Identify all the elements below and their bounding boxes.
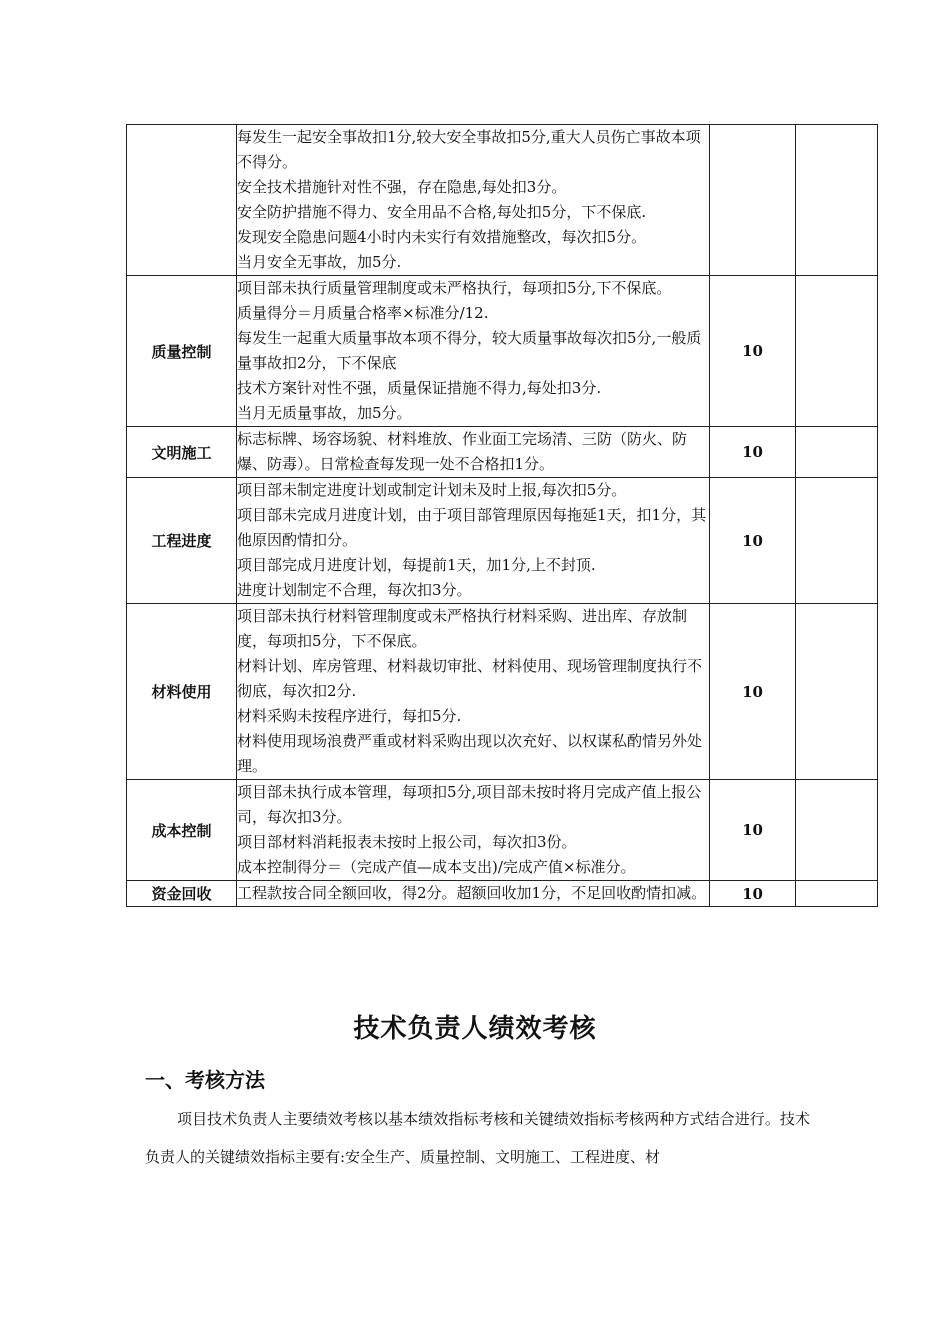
score-cell: 10 [710, 276, 796, 427]
criteria-item: 安全技术措施针对性不强，存在隐患,每处扣3分。 [237, 178, 567, 196]
criteria-item: 质量得分＝月质量合格率×标准分/12. [237, 304, 489, 322]
criteria-item: 项目部未完成月进度计划，由于项目部管理原因每拖延1天，扣1分，其他原因酌情扣分。 [237, 506, 707, 549]
score-cell: 10 [710, 881, 796, 907]
criteria-cell [237, 276, 710, 427]
table-row [127, 427, 878, 478]
score-cell: 10 [710, 604, 796, 780]
criteria-item: 安全防护措施不得力、安全用品不合格,每处扣5分，下不保底. [237, 203, 647, 221]
section-heading: 一、考核方法 [145, 1068, 265, 1092]
blank-score-cell [796, 276, 878, 427]
criteria-item: 技术方案针对性不强，质量保证措施不得力,每处扣3分. [237, 379, 602, 397]
category-cell: 成本控制 [127, 780, 237, 881]
criteria-item: 项目部材料消耗报表未按时上报公司，每次扣3份。 [237, 833, 577, 851]
blank-score-cell [796, 125, 878, 276]
table-row [127, 604, 878, 780]
blank-score-cell [796, 881, 878, 907]
criteria-item: 项目部未执行成本管理，每项扣5分,项目部未按时将月完成产值上报公司，每次扣3分。 [237, 783, 702, 826]
criteria-item: 材料采购未按程序进行，每扣5分. [237, 707, 462, 725]
body-paragraph: 项目技术负责人主要绩效考核以基本绩效指标考核和关键绩效指标考核两种方式结合进行。技术负责人的关键绩效指标主要有:安全生产、质量控制、文明施工、工程进度、材 [145, 1110, 810, 1166]
blank-score-cell [796, 604, 878, 780]
criteria-item: 项目部未执行质量管理制度或未严格执行，每项扣5分,下不保底。 [237, 279, 672, 297]
category-cell [127, 125, 237, 276]
table-row [127, 780, 878, 881]
assessment-table-body [127, 125, 878, 907]
score-cell [710, 125, 796, 276]
category-cell: 资金回收 [127, 881, 237, 907]
criteria-item: 进度计划制定不合理，每次扣3分。 [237, 581, 472, 599]
score-cell: 10 [710, 427, 796, 478]
table-row [127, 125, 878, 276]
category-cell: 工程进度 [127, 478, 237, 604]
criteria-cell [237, 604, 710, 780]
criteria-item: 材料计划、库房管理、材料裁切审批、材料使用、现场管理制度执行不彻底，每次扣2分. [237, 657, 703, 700]
criteria-item: 每发生一起安全事故扣1分,较大安全事故扣5分,重大人员伤亡事故本项不得分。 [237, 128, 701, 171]
blank-score-cell [796, 780, 878, 881]
criteria-item: 标志标牌、场容场貌、材料堆放、作业面工完场清、三防（防火、防爆、防毒）。日常检查每发现一处不合格扣1分。 [237, 430, 688, 473]
assessment-table [126, 124, 878, 907]
criteria-item: 每发生一起重大质量事故本项不得分，较大质量事故每次扣5分,一般质量事故扣2分，下不保底 [237, 329, 702, 372]
criteria-item: 当月无质量事故，加5分。 [237, 404, 412, 422]
criteria-cell [237, 125, 710, 276]
score-cell: 10 [710, 780, 796, 881]
category-cell: 材料使用 [127, 604, 237, 780]
criteria-cell [237, 427, 710, 478]
criteria-cell [237, 478, 710, 604]
table-row [127, 276, 878, 427]
table-row [127, 478, 878, 604]
criteria-item: 项目部完成月进度计划，每提前1天，加1分,上不封顶. [237, 556, 596, 574]
criteria-item: 材料使用现场浪费严重或材料采购出现以次充好、以权谋私酌情另外处理。 [237, 732, 703, 775]
criteria-item: 成本控制得分＝（完成产值—成本支出)/完成产值×标准分。 [237, 858, 636, 876]
criteria-cell [237, 881, 710, 907]
criteria-item: 发现安全隐患问题4小时内未实行有效措施整改，每次扣5分。 [237, 228, 647, 246]
document-title: 技术负责人绩效考核 [353, 1014, 597, 1044]
score-cell: 10 [710, 478, 796, 604]
category-cell: 质量控制 [127, 276, 237, 427]
criteria-cell [237, 780, 710, 881]
criteria-item: 当月安全无事故，加5分. [237, 253, 402, 271]
category-cell: 文明施工 [127, 427, 237, 478]
criteria-item: 项目部未执行材料管理制度或未严格执行材料采购、进出库、存放制度，每项扣5分，下不保底。 [237, 607, 688, 650]
table-row [127, 881, 878, 907]
blank-score-cell [796, 478, 878, 604]
criteria-item: 工程款按合同全额回收，得2分。超额回收加1分，不足回收酌情扣减。 [237, 884, 707, 902]
criteria-item: 项目部未制定进度计划或制定计划未及时上报,每次扣5分。 [237, 481, 627, 499]
blank-score-cell [796, 427, 878, 478]
